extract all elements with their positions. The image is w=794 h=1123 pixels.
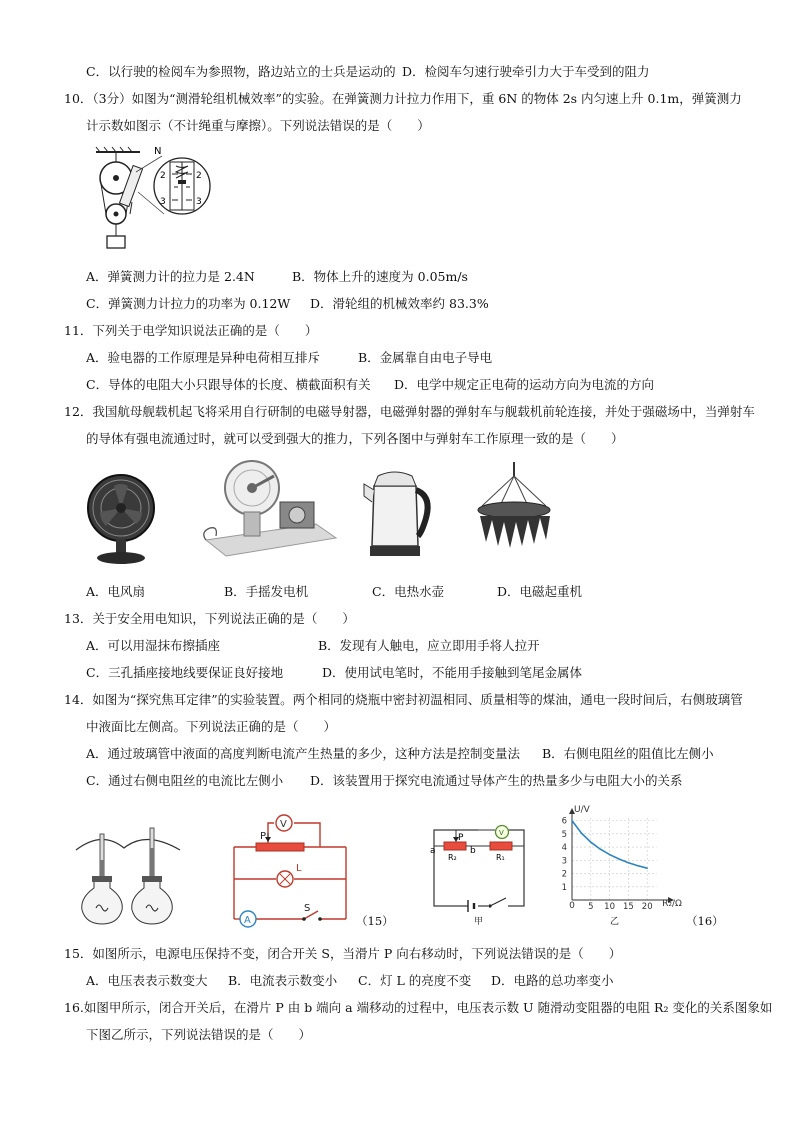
x-tick-label-20: 20 <box>641 902 653 912</box>
q15-option-c: C．灯 L 的亮度不变 <box>358 973 472 988</box>
q12-stem-line1: 12．我国航母舰载机起飞将采用自行研制的电磁导射器，电磁弹射器的弹射车与舰载机前轮连接，并处于强磁场中，当弹射车 <box>64 404 755 419</box>
data-point-8 <box>646 867 648 869</box>
q12-option-d: D．电磁起重机 <box>497 584 583 599</box>
figure-15-number: （15） <box>356 914 394 928</box>
q13-option-d: D．使用试电笔时，不能用手接触到笔尾金属体 <box>322 665 583 680</box>
x-tick-label-15: 15 <box>622 902 634 912</box>
circuit-figure-16-jia <box>428 820 532 920</box>
q11-option-c: C．导体的电阻大小只跟导体的长度、横截面积有关 <box>86 377 371 392</box>
y-tick-label-6: 6 <box>561 816 567 827</box>
q14-stem-line1: 14．如图为“探究焦耳定律”的实验装置。两个相同的烧瓶中密封初温相同、质量相等的煤油，通电一段时间后，右侧玻璃管 <box>64 692 743 707</box>
x-tick-label-10: 10 <box>604 902 616 912</box>
data-point-4 <box>609 854 611 856</box>
y-tick-label-5: 5 <box>561 829 567 840</box>
r1-label: R₁ <box>496 853 505 862</box>
q10-stem-line2: 计示数如图示（不计绳重与摩擦）。下列说法错误的是（ ） <box>86 118 430 133</box>
q13-option-a: A．可以用湿抹布擦插座 <box>86 638 221 653</box>
q10-option-d: D．滑轮组的机械效率约 83.3% <box>310 296 489 311</box>
q15-option-b: B．电流表示数变小 <box>228 973 338 988</box>
q14-option-d: D．该装置用于探究电流通过导体产生的热量多少与电阻大小的关系 <box>310 773 683 788</box>
tick-label-2-right: 2 <box>196 171 202 181</box>
q11-option-d: D．电学中规定正电荷的运动方向为电流的方向 <box>394 377 655 392</box>
data-point-3 <box>599 848 601 850</box>
figure-16-number: （16） <box>686 914 724 928</box>
ammeter-label: A <box>244 915 251 926</box>
tick-label-3-left: 3 <box>160 197 166 207</box>
electric-fan-image <box>84 472 158 566</box>
y-tick-label-4: 4 <box>561 843 567 854</box>
tick-label-3-right: 3 <box>196 197 202 207</box>
q10-option-c: C．弹簧测力计拉力的功率为 0.12W <box>86 296 291 311</box>
chart-grid <box>572 818 657 900</box>
q10-option-b: B．物体上升的速度为 0.05m/s <box>292 269 468 284</box>
tick-label-2-left: 2 <box>160 171 166 181</box>
q13-stem: 13．关于安全用电知识，下列说法正确的是（ ） <box>64 611 355 626</box>
r2-label: R₂ <box>448 853 457 862</box>
q12-option-b: B．手摇发电机 <box>224 584 309 599</box>
circuit-figure-15 <box>228 805 352 929</box>
data-point-7 <box>637 865 639 867</box>
chart-y-axis-label: U/V <box>574 805 590 815</box>
terminal-b-label: b <box>470 846 476 856</box>
figure-16-jia-caption: 甲 <box>474 917 484 927</box>
terminal-a-label: a <box>430 846 436 856</box>
voltmeter-label: V <box>280 819 287 830</box>
data-point-6 <box>628 862 630 864</box>
voltmeter-label-16: V <box>499 829 504 837</box>
q16-stem-line2: 下图乙所示，下列说法错误的是（ ） <box>86 1027 312 1042</box>
q9-option-c: C．以行驶的检阅车为参照物，路边站立的士兵是运动的 <box>86 64 396 79</box>
figure-16-yi-caption: 乙 <box>610 917 620 927</box>
y-tick-label-3: 3 <box>561 856 567 867</box>
q15-option-d: D．电路的总功率变小 <box>491 973 614 988</box>
data-point-0 <box>571 820 573 822</box>
lamp-l-label: L <box>296 863 302 874</box>
data-point-2 <box>590 841 592 843</box>
q12-option-c: C．电热水壶 <box>372 584 445 599</box>
hand-generator-image <box>196 458 342 562</box>
q11-stem: 11．下列关于电学知识说法正确的是（ ） <box>64 323 318 338</box>
q13-option-b: B．发现有人触电，应立即用手将人拉开 <box>318 638 540 653</box>
data-point-1 <box>581 832 583 834</box>
data-point-5 <box>618 858 620 860</box>
q14-option-b: B．右侧电阻丝的阻值比左侧小 <box>542 746 714 761</box>
q15-option-a: A．电压表表示数变大 <box>86 973 208 988</box>
slider-p-label-16: P <box>458 833 464 843</box>
q12-stem-line2: 的导体有强电流通过时，就可以受到强大的推力，下列各图中与弹射车工作原理一致的是（ ） <box>86 431 624 446</box>
q11-option-b: B．金属靠自由电子导电 <box>358 350 493 365</box>
q14-option-c: C．通过右侧电阻丝的电流比左侧小 <box>86 773 284 788</box>
joule-law-flasks-image <box>72 820 184 928</box>
chart-x-axis-label: R₂/Ω <box>662 899 682 909</box>
q9-option-d: D．检阅车匀速行驶牵引力大于车受到的阻力 <box>402 64 650 79</box>
y-tick-label-2: 2 <box>561 869 567 880</box>
u-r2-line-chart <box>548 800 684 916</box>
q14-stem-line2: 中液面比左侧高。下列说法正确的是（ ） <box>86 719 337 734</box>
electromagnetic-crane-image <box>472 462 556 562</box>
q10-option-a: A．弹簧测力计的拉力是 2.4N <box>86 269 255 284</box>
spring-scale-unit: N <box>154 146 162 157</box>
q10-stem-line1: 10．（3分）如图为“测滑轮组机械效率”的实验。在弹簧测力计拉力作用下，重 6N 的物体 2s 内匀速上升 0.1m，弹簧测力 <box>64 91 742 106</box>
q11-option-a: A．验电器的工作原理是异种电荷相互排斥 <box>86 350 321 365</box>
q16-stem-line1: 16.如图甲所示，闭合开关后，在滑片 P 由 b 端向 a 端移动的过程中，电压表示数 U 随滑动变阻器的电阻 R₂ 变化的关系图象如 <box>64 1000 773 1015</box>
q13-option-c: C．三孔插座接地线要保证良好接地 <box>86 665 284 680</box>
x-tick-label-5: 5 <box>588 902 594 912</box>
slider-p-label: P <box>260 831 267 842</box>
electric-kettle-image <box>360 466 434 562</box>
chart-origin-label: 0 <box>569 901 575 911</box>
pulley-spring-scale-figure <box>82 142 214 258</box>
switch-s-label: S <box>304 903 311 914</box>
q15-stem: 15．如图所示，电源电压保持不变，闭合开关 S，当滑片 P 向右移动时，下列说法错误的是（ ） <box>64 946 622 961</box>
y-tick-label-1: 1 <box>561 882 567 893</box>
q14-option-a: A．通过玻璃管中液面的高度判断电流产生热量的多少，这种方法是控制变量法 <box>86 746 521 761</box>
chart-axes <box>569 808 674 903</box>
q12-option-a: A．电风扇 <box>86 584 146 599</box>
